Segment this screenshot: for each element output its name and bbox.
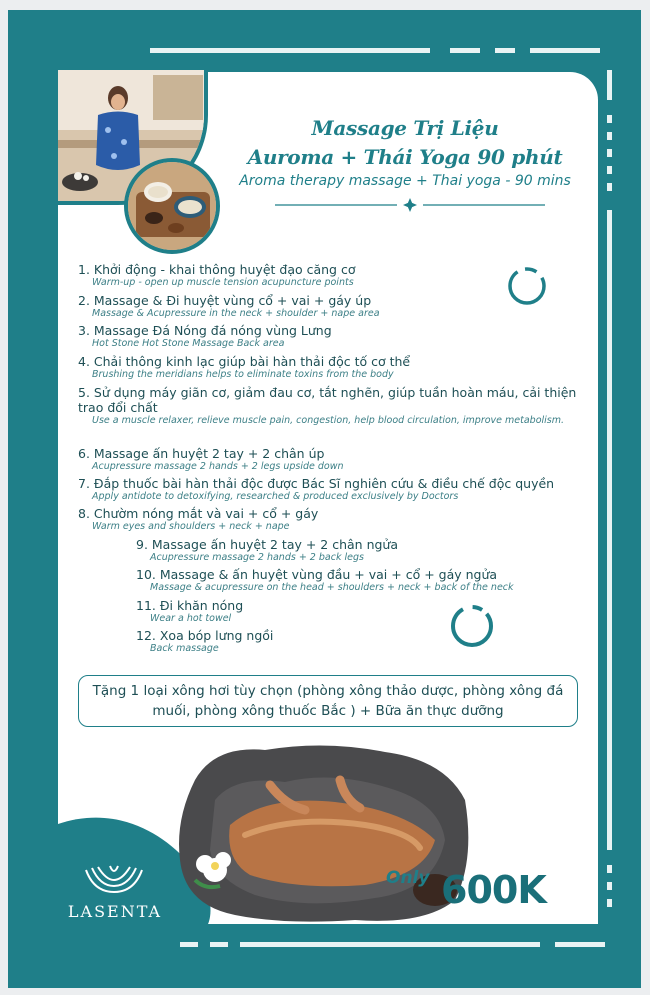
gift-offer-box: Tặng 1 loại xông hơi tùy chọn (phòng xông thảo dược, phòng xông đá muối, phòng xông thuốc Bắc ) + Bữa ăn thực dưỡng bbox=[78, 675, 578, 727]
list-item: 5. Sử dụng máy giãn cơ, giảm đau cơ, tắt nghẽn, giúp tuần hoàn máu, cải thiện trao đổi chất Use a muscle relaxer, relieve muscle pain, congestion, help blood circulation, improve metabolism. bbox=[78, 385, 577, 426]
list-item: 6. Massage ấn huyệt 2 tay + 2 chân úp Acupressure massage 2 hands + 2 legs upside down bbox=[78, 446, 344, 472]
page-title-line1: Massage Trị Liệu bbox=[311, 116, 499, 140]
right-stripes bbox=[603, 70, 617, 920]
page-title-line2: Auroma + Thái Yoga 90 phút bbox=[247, 145, 563, 169]
list-item: 1. Khởi động - khai thông huyệt đạo căng cơ Warm-up - open up muscle tension acupuncture points bbox=[78, 262, 356, 288]
herbal-bowls-photo bbox=[124, 158, 220, 254]
only-label: Only bbox=[386, 868, 430, 888]
list-item: 9. Massage ấn huyệt 2 tay + 2 chân ngửa Acupressure massage 2 hands + 2 back legs bbox=[136, 537, 399, 563]
page-subtitle: Aroma therapy massage + Thai yoga - 90 mins bbox=[239, 173, 571, 189]
bottom-stripes bbox=[180, 938, 610, 952]
top-stripes bbox=[150, 44, 600, 58]
list-item: 8. Chườm nóng mắt và vai + cổ + gáy Warm eyes and shoulders + neck + nape bbox=[78, 506, 319, 532]
list-item: 3. Massage Đá Nóng đá nóng vùng Lưng Hot Stone Hot Stone Massage Back area bbox=[78, 323, 332, 349]
list-item: 11. Đi khăn nóng Wear a hot towel bbox=[136, 598, 244, 624]
list-item: 10. Massage & ấn huyệt vùng đầu + vai + cổ + gáy ngửa Massage & acupressure on the head + shoulders + neck + back of the neck bbox=[136, 567, 514, 593]
brand-name: LASENTA bbox=[67, 902, 163, 921]
list-item: 7. Đắp thuốc bài hàn thải độc được Bác Sĩ nghiên cứu & điều chế độc quyền Apply antidote to detoxifying, researched & produced exclusively by Doctors bbox=[78, 476, 555, 502]
lasenta-logo-icon bbox=[54, 862, 174, 932]
list-item: 2. Massage & Đi huyệt vùng cổ + vai + gáy úp Massage & Acupressure in the neck + shoulder + nape area bbox=[78, 293, 380, 319]
ornament-divider-icon bbox=[275, 196, 545, 214]
price-label: 600K bbox=[441, 868, 546, 912]
back-massage-photo bbox=[175, 740, 475, 925]
list-item: 4. Chải thông kinh lạc giúp bài hàn thải độc tố cơ thể Brushing the meridians helps to eliminate toxins from the body bbox=[78, 354, 411, 380]
list-item: 12. Xoa bóp lưng ngồi Back massage bbox=[136, 628, 274, 654]
